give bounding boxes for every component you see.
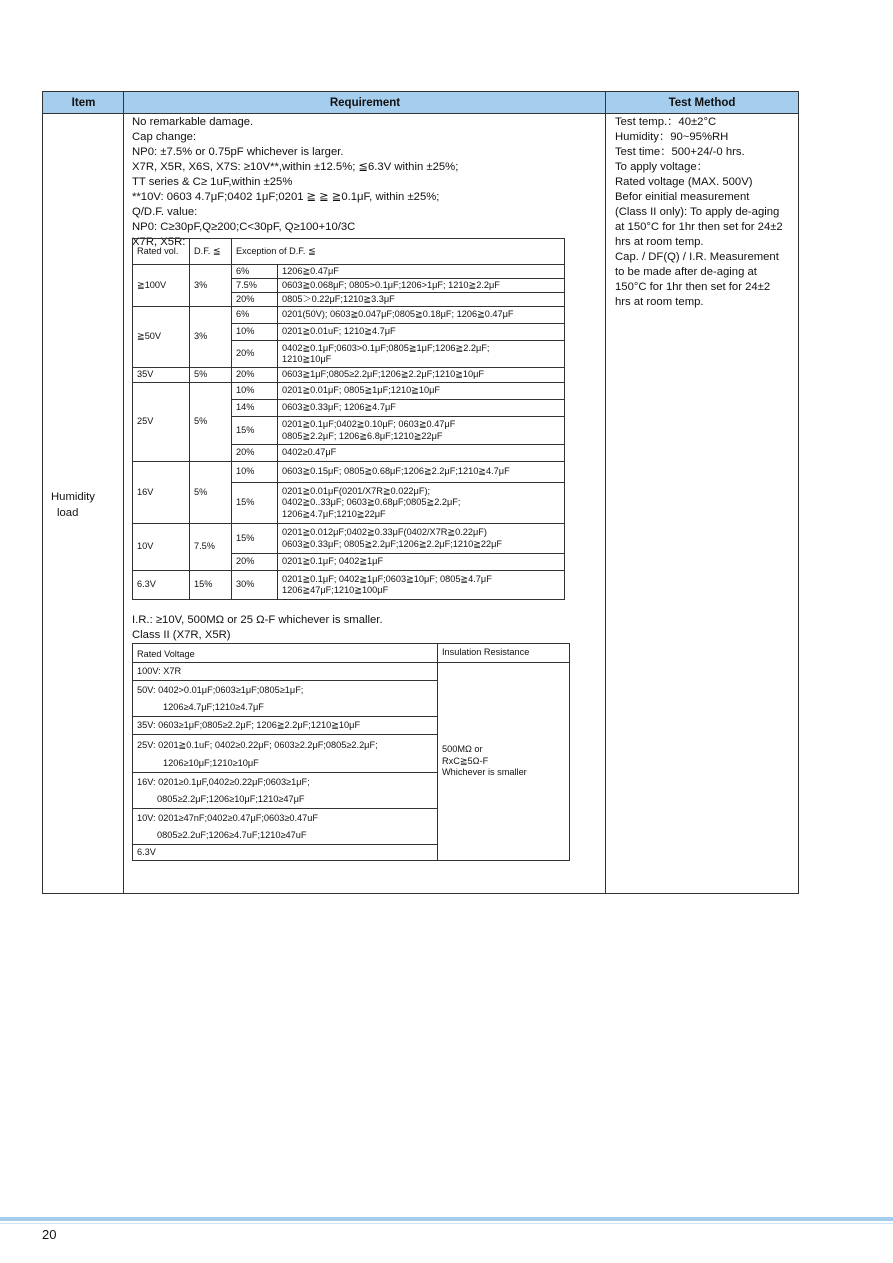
ir-row [133, 809, 438, 845]
req-line: NP0: C≥30pF,Q≥200;C<30pF, Q≥100+10/3C [132, 221, 356, 233]
df-exception-line: 1210≧10μF [282, 354, 332, 364]
df-value: 7.5% [190, 524, 232, 571]
df-pct: 20% [232, 554, 278, 571]
df-exception: 1206≧0.47μF [278, 265, 565, 279]
test-line: hrs at room temp. [615, 236, 704, 248]
df-value: 15% [190, 571, 232, 600]
ir-value-line: Whichever is smaller [442, 767, 527, 778]
test-line: 150°C for 1hr then set for 24±2 [615, 281, 771, 293]
df-rated: 35V [133, 368, 190, 383]
df-pct: 20% [232, 368, 278, 383]
req-line: No remarkable damage. [132, 116, 254, 128]
req-line: X7R, X5R: [132, 236, 186, 248]
df-exception: 0402≥0.47μF [278, 445, 565, 462]
ir-table [132, 643, 570, 861]
df-exception-line: 1206≧4.7μF;1210≧22μF [282, 508, 386, 519]
item-label-line2: load [57, 507, 79, 519]
df-exception-line: 0603≧0.33μF; 0805≧2.2μF;1206≧2.2μF;1210≧22μF [282, 538, 503, 549]
df-exception [278, 341, 565, 368]
df-header-rated: Rated vol. [133, 239, 190, 265]
df-rated: 10V [133, 524, 190, 571]
ir-header-voltage: Rated Voltage [133, 644, 438, 663]
df-header-df: D.F. ≦ [190, 239, 232, 265]
df-pct: 15% [232, 483, 278, 524]
df-pct: 15% [232, 417, 278, 445]
header-item: Item [43, 92, 124, 114]
df-exception: 0805＞0.22μF;1210≧3.3μF [278, 293, 565, 307]
header-test-method: Test Method [606, 92, 798, 114]
df-exception: 0201≧0.01uF; 1210≧4.7μF [278, 324, 565, 341]
df-table [132, 238, 565, 600]
df-value: 5% [190, 462, 232, 524]
ir-row-line: 16V: 0201≥0.1μF,0402≥0.22μF;0603≥1μF; [137, 776, 310, 787]
df-pct: 15% [232, 524, 278, 554]
df-exception [278, 417, 565, 445]
df-value: 3% [190, 307, 232, 368]
df-exception-line: 0201≧0.1μF; 0402≧1μF;0603≧10μF; 0805≧4.7μF [282, 573, 492, 584]
df-pct: 20% [232, 445, 278, 462]
df-pct: 10% [232, 324, 278, 341]
df-rated: 16V [133, 462, 190, 524]
df-exception-line: 0805≧2.2μF; 1206≧6.8μF;1210≧22μF [282, 430, 443, 441]
ir-value-line: RxC≧5Ω-F [442, 755, 489, 766]
ir-row: 6.3V [133, 845, 438, 861]
df-exception: 0201≧0.01μF; 0805≧1μF;1210≧10μF [278, 383, 565, 400]
test-line: hrs at room temp. [615, 296, 704, 308]
df-exception: 0603≧0.15μF; 0805≧0.68μF;1206≧2.2μF;1210≧4.7μF [278, 462, 565, 483]
ir-value [438, 663, 570, 861]
test-line: to be made after de-aging at [615, 266, 757, 278]
test-line: Rated voltage (MAX. 500V) [615, 176, 753, 188]
ir-line: Class II (X7R, X5R) [132, 629, 231, 641]
test-line: Cap. / DF(Q) / I.R. Measurement [615, 251, 779, 263]
req-line: X7R, X5R, X6S, X7S: ≥10V**,within ±12.5%; ≦6.3V within ±25%; [132, 161, 459, 173]
ir-row [133, 773, 438, 809]
ir-row-line: 1206≥4.7μF;1210≥4.7μF [163, 701, 264, 712]
df-rated: ≧50V [133, 307, 190, 368]
ir-row: 100V: X7R [133, 663, 438, 681]
df-exception-line: 1206≧47μF;1210≧100μF [282, 585, 389, 595]
req-line: NP0: ±7.5% or 0.75pF whichever is larger. [132, 146, 344, 158]
ir-row: 35V: 0603≥1μF;0805≥2.2μF; 1206≧2.2μF;1210≧10μF [133, 717, 438, 735]
df-header-exception: Exception of D.F. ≦ [232, 239, 565, 265]
df-pct: 10% [232, 383, 278, 400]
req-line: Q/D.F. value: [132, 206, 198, 218]
df-pct: 20% [232, 293, 278, 307]
page-number: 20 [42, 1227, 57, 1242]
test-line: Test time：500+24/-0 hrs. [615, 146, 745, 158]
ir-row [133, 735, 438, 773]
df-value: 5% [190, 368, 232, 383]
test-line: Humidity：90~95%RH [615, 131, 729, 143]
df-exception-line: 0201≧0.01μF(0201/X7R≧0.022μF); [282, 485, 431, 496]
ir-row-line: 10V: 0201≥47nF;0402≥0.47μF;0603≥0.47uF [137, 812, 318, 823]
ir-row-line: 0805≥2.2μF;1206≥10μF;1210≥47μF [157, 793, 305, 804]
df-exception: 0603≧0.068μF; 0805>0.1μF;1206>1μF; 1210≧2.2μF [278, 279, 565, 293]
ir-row-line: 50V: 0402>0.01μF;0603≥1μF;0805≥1μF; [137, 684, 304, 695]
df-pct: 7.5% [232, 279, 278, 293]
ir-row-line: 25V: 0201≧0.1uF; 0402≥0.22μF; 0603≥2.2μF;0805≥2.2μF; [137, 739, 378, 750]
req-line: **10V: 0603 4.7μF;0402 1μF;0201 ≧ ≧ ≧0.1μF, within ±25%; [132, 191, 440, 203]
req-line: Cap change: [132, 131, 197, 143]
df-exception-line: 0402≧0.1μF;0603>0.1μF;0805≧1μF;1206≧2.2μF; [282, 342, 490, 353]
ir-value-line: 500MΩ or [442, 744, 483, 755]
df-exception: 0603≧0.33μF; 1206≧4.7μF [278, 400, 565, 417]
df-pct: 14% [232, 400, 278, 417]
footer-bar-top [0, 1217, 893, 1221]
df-exception-line: 0402≧0..33μF; 0603≧0.68μF;0805≧2.2μF; [282, 497, 461, 508]
item-label-line1: Humidity [51, 491, 95, 503]
df-exception-line: 0201≧0.1μF;0402≧0.10μF; 0603≧0.47μF [282, 419, 456, 430]
ir-line: I.R.: ≥10V, 500MΩ or 25 Ω-F whichever is smaller. [132, 614, 383, 626]
df-pct: 20% [232, 341, 278, 368]
test-line: Befor einitial measurement [615, 191, 750, 203]
header-requirement: Requirement [124, 92, 606, 114]
df-exception: 0603≧1μF;0805≥2.2μF;1206≧2.2μF;1210≧10μF [278, 368, 565, 383]
df-exception [278, 524, 565, 554]
ir-row-line: 1206≥10μF;1210≥10μF [163, 757, 259, 768]
footer-bar-line [0, 1223, 893, 1224]
test-line: Test temp.：40±2°C [615, 116, 717, 128]
df-exception-line: 0201≧0.012μF;0402≧0.33μF(0402/X7R≧0.22μF) [282, 527, 487, 538]
df-pct: 10% [232, 462, 278, 483]
df-exception: 0201(50V); 0603≧0.047μF;0805≧0.18μF; 1206≧0.47μF [278, 307, 565, 324]
test-line: (Class II only): To apply de-aging [615, 206, 780, 218]
df-exception: 0201≧0.1μF; 0402≧1μF [278, 554, 565, 571]
df-rated: 25V [133, 383, 190, 462]
test-line: at 150°C for 1hr then set for 24±2 [615, 221, 783, 233]
ir-header-resistance: Insulation Resistance [438, 644, 570, 663]
test-line: To apply voltage： [615, 161, 708, 173]
df-rated: ≧100V [133, 265, 190, 307]
req-line: TT series & C≥ 1uF,within ±25% [132, 176, 293, 188]
df-value: 3% [190, 265, 232, 307]
ir-row-line: 0805≥2.2uF;1206≥4.7uF;1210≥47uF [157, 829, 307, 840]
df-exception [278, 571, 565, 600]
df-exception [278, 483, 565, 524]
df-pct: 30% [232, 571, 278, 600]
df-value: 5% [190, 383, 232, 462]
df-pct: 6% [232, 307, 278, 324]
df-rated: 6.3V [133, 571, 190, 600]
ir-row [133, 681, 438, 717]
df-pct: 6% [232, 265, 278, 279]
